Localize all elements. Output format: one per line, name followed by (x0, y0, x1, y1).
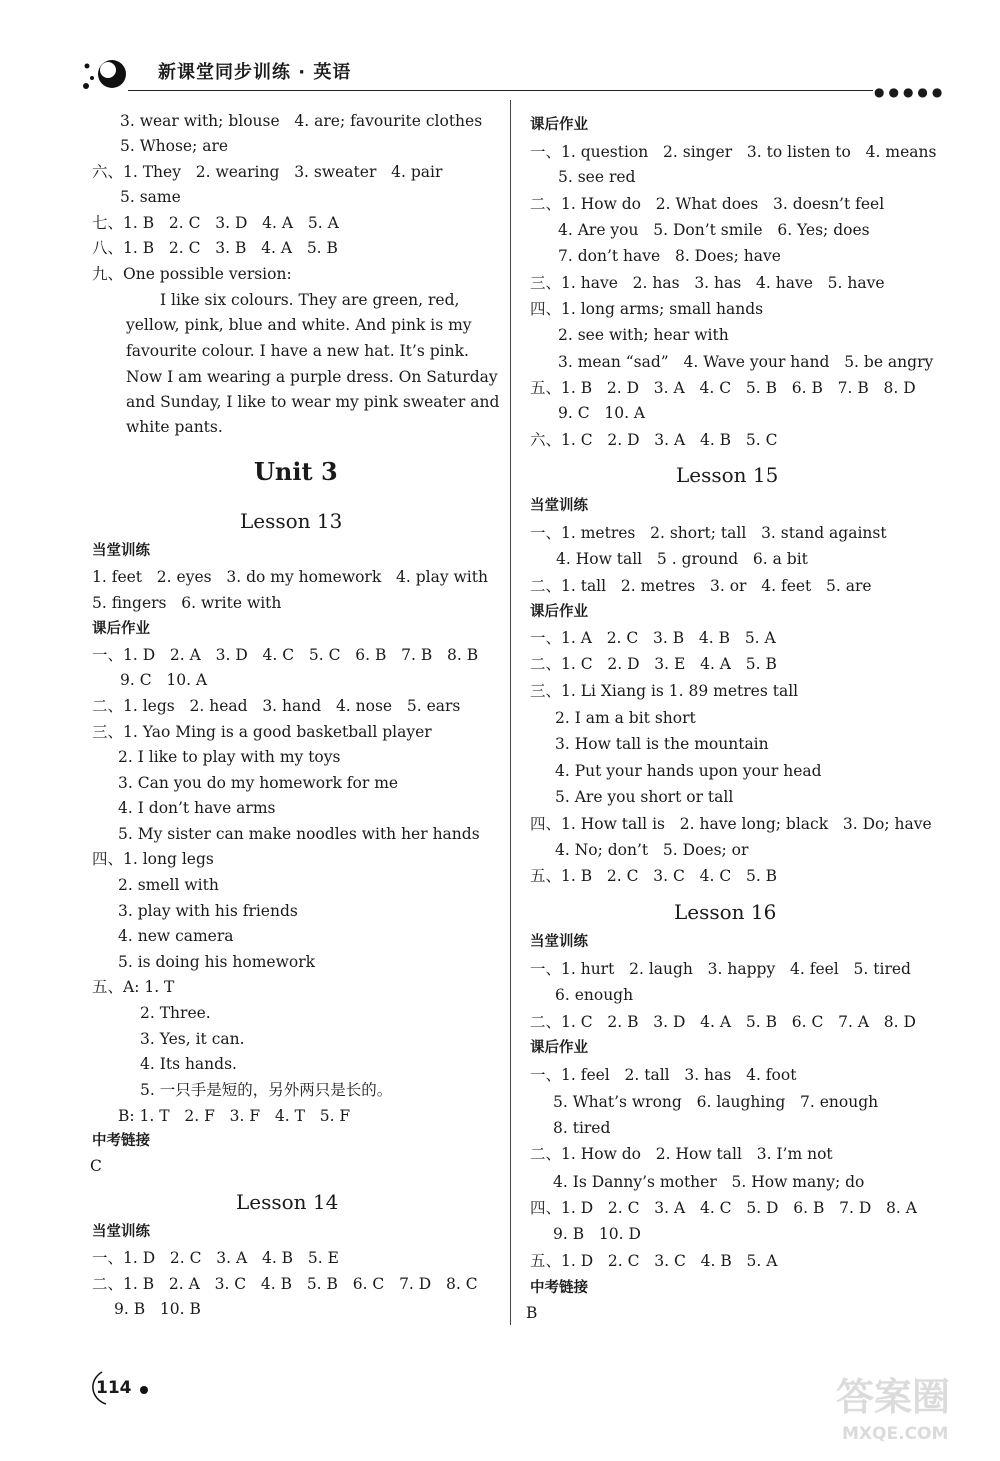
answer-line: 六、1. They 2. wearing 3. sweater 4. pair (92, 163, 443, 181)
answer-line: 二、1. tall 2. metres 3. or 4. feet 5. are (530, 577, 872, 595)
answer-line: 5. 一只手是短的，另外两只是长的。 (140, 1081, 393, 1099)
essay-line: Now I am wearing a purple dress. On Saturday (126, 368, 498, 386)
answer-line: 二、1. C 2. B 3. D 4. A 5. B 6. C 7. A 8. D (530, 1013, 916, 1031)
answer-line: 三、1. Yao Ming is a good basketball player (92, 723, 432, 741)
watermark-url: MXQE.COM (842, 1424, 949, 1444)
answer-line: 三、1. Li Xiang is 1. 89 metres tall (530, 682, 799, 700)
page-number-text: 114 (96, 1378, 132, 1398)
answer-line: 9. C 10. A (120, 671, 208, 689)
section-heading: 当堂训练 (530, 498, 588, 514)
essay-line: white pants. (126, 418, 223, 436)
book-title: 新课堂同步训练 · 英语 (158, 62, 352, 83)
lesson-title: Lesson 15 (676, 463, 779, 487)
book-logo-icon (82, 54, 130, 94)
answer-line: 6. enough (555, 986, 634, 1004)
answer-line: 4. How tall 5 . ground 6. a bit (556, 550, 808, 568)
answer-line: 5. My sister can make noodles with her hands (118, 825, 480, 843)
header-rule (128, 90, 873, 91)
answer-line: C (90, 1157, 102, 1175)
answer-line: 4. new camera (118, 927, 234, 945)
answer-line: 二、1. How do 2. What does 3. doesn’t feel (530, 195, 885, 213)
section-heading: 当堂训练 (92, 1224, 150, 1240)
answer-line: 四、1. D 2. C 3. A 4. C 5. D 6. B 7. D 8. A (530, 1199, 917, 1217)
answer-line: 一、1. D 2. A 3. D 4. C 5. C 6. B 7. B 8. B (92, 646, 479, 664)
answer-line: 7. don’t have 8. Does; have (558, 247, 781, 265)
answer-line: 一、1. hurt 2. laugh 3. happy 4. feel 5. tired (530, 960, 911, 978)
lesson-title: Lesson 14 (236, 1190, 339, 1214)
section-heading: 中考链接 (530, 1280, 588, 1296)
essay-line: and Sunday, I like to wear my pink sweater and (126, 393, 500, 411)
answer-line: 8. tired (553, 1119, 611, 1137)
section-heading: 中考链接 (92, 1133, 150, 1149)
answer-line: 3. Can you do my homework for me (118, 774, 399, 792)
answer-line: 3. Yes, it can. (140, 1030, 245, 1048)
section-heading: 课后作业 (530, 117, 588, 133)
section-heading: 当堂训练 (530, 934, 588, 950)
watermark-logo (836, 1362, 996, 1458)
answer-line: 2. I like to play with my toys (118, 748, 341, 766)
answer-line: 二、1. B 2. A 3. C 4. B 5. B 6. C 7. D 8. C (92, 1275, 478, 1293)
answer-line: 二、1. legs 2. head 3. hand 4. nose 5. ears (92, 697, 461, 715)
answer-line: 4. I don’t have arms (118, 799, 276, 817)
answer-line: 2. see with; hear with (558, 326, 729, 344)
answer-line: B: 1. T 2. F 3. F 4. T 5. F (118, 1107, 351, 1125)
answer-line: 九、One possible version: (92, 265, 292, 283)
column-divider (510, 100, 511, 1325)
answer-line: 五、1. D 2. C 3. C 4. B 5. A (530, 1252, 778, 1270)
unit-title: Unit 3 (254, 457, 338, 486)
answer-line: 三、1. have 2. has 3. has 4. have 5. have (530, 274, 885, 292)
answer-line: 3. wear with; blouse 4. are; favourite clothes (120, 112, 483, 130)
answer-line: 9. B 10. D (553, 1225, 641, 1243)
answer-line: 5. Are you short or tall (555, 788, 734, 806)
answer-line: 二、1. C 2. D 3. E 4. A 5. B (530, 655, 777, 673)
watermark-text: 答案圈 (836, 1375, 951, 1419)
answer-line: 3. play with his friends (118, 902, 298, 920)
answer-line: 五、1. B 2. D 3. A 4. C 5. B 6. B 7. B 8. D (530, 379, 916, 397)
answer-line: 5. same (120, 188, 181, 206)
essay-line: favourite colour. I have a new hat. It’s pink. (126, 342, 469, 360)
section-heading: 课后作业 (530, 604, 588, 620)
answer-line: 一、1. A 2. C 3. B 4. B 5. A (530, 629, 776, 647)
section-heading: 课后作业 (530, 1040, 588, 1056)
section-heading: 课后作业 (92, 621, 150, 637)
answer-line: 3. How tall is the mountain (555, 735, 769, 753)
answer-line: 2. Three. (140, 1004, 211, 1022)
page-number (92, 1368, 152, 1408)
answer-line: 5. fingers 6. write with (92, 594, 282, 612)
answer-line: 八、1. B 2. C 3. B 4. A 5. B (92, 239, 338, 257)
answer-line: 4. Its hands. (140, 1055, 237, 1073)
answer-line: 一、1. D 2. C 3. A 4. B 5. E (92, 1249, 339, 1267)
section-heading: 当堂训练 (92, 543, 150, 559)
answer-line: 四、1. How tall is 2. have long; black 3. Do; have (530, 815, 932, 833)
answer-line: 七、1. B 2. C 3. D 4. A 5. A (92, 214, 339, 232)
answer-line: 六、1. C 2. D 3. A 4. B 5. C (530, 431, 778, 449)
answer-line: 4. Are you 5. Don’t smile 6. Yes; does (558, 221, 870, 239)
answer-line: 五、1. B 2. C 3. C 4. C 5. B (530, 867, 778, 885)
lesson-title: Lesson 13 (240, 509, 343, 533)
page-header (0, 0, 1000, 100)
answer-line: 2. smell with (118, 876, 219, 894)
answer-line: 四、1. long arms; small hands (530, 300, 764, 318)
answer-line: 一、1. metres 2. short; tall 3. stand against (530, 524, 887, 542)
answer-line: 5. is doing his homework (118, 953, 316, 971)
answer-line: 一、1. question 2. singer 3. to listen to 4. means (530, 143, 937, 161)
lesson-title: Lesson 16 (674, 900, 777, 924)
answer-line: 9. B 10. B (114, 1300, 201, 1318)
answer-line: 五、A: 1. T (92, 978, 175, 996)
answer-line: 2. I am a bit short (555, 709, 696, 727)
essay-line: yellow, pink, blue and white. And pink is my (126, 316, 472, 334)
answer-line: 一、1. feel 2. tall 3. has 4. foot (530, 1066, 797, 1084)
answer-line: B (526, 1304, 538, 1322)
answer-line: 4. Put your hands upon your head (555, 762, 822, 780)
answer-line: 3. mean “sad” 4. Wave your hand 5. be angry (558, 353, 934, 371)
answer-line: 5. What’s wrong 6. laughing 7. enough (553, 1093, 879, 1111)
answer-line: 5. Whose; are (120, 137, 229, 155)
answer-line: 1. feet 2. eyes 3. do my homework 4. play with (92, 568, 488, 586)
answer-line: 4. Is Danny’s mother 5. How many; do (553, 1173, 865, 1191)
answer-line: 四、1. long legs (92, 850, 214, 868)
answer-line: 5. see red (558, 168, 636, 186)
answer-line: 二、1. How do 2. How tall 3. I’m not (530, 1145, 833, 1163)
essay-line: I like six colours. They are green, red, (160, 291, 460, 309)
header-dots: ●●●●● (874, 85, 947, 99)
answer-line: 4. No; don’t 5. Does; or (555, 841, 749, 859)
answer-line: 9. C 10. A (558, 404, 646, 422)
